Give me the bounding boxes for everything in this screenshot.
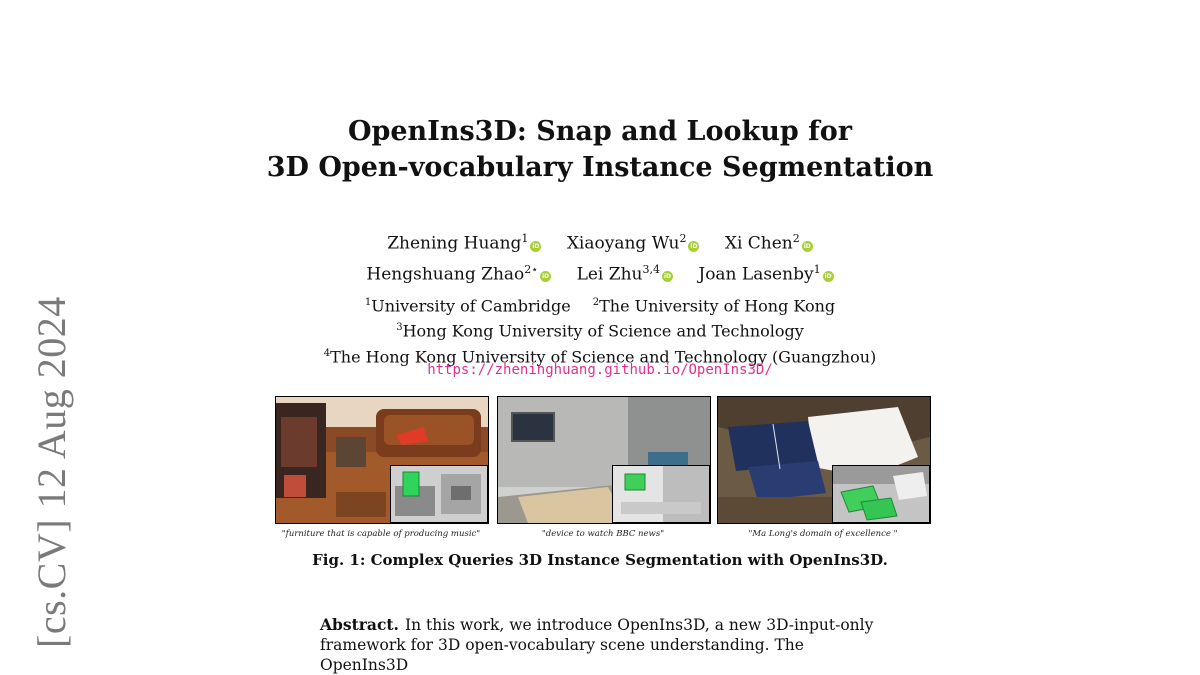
figure-query-2: "device to watch BBC news" — [541, 529, 665, 539]
paper-title — [0, 114, 1200, 186]
project-url-link[interactable]: https://zheninghuang.github.io/OpenIns3D/ — [427, 362, 773, 378]
segmentation-pointcloud-image — [391, 466, 487, 522]
figure-query-3: "Ma Long's domain of excellence " — [748, 529, 898, 539]
affiliations — [0, 292, 1200, 368]
author: Xi Chen$^2$iD — [724, 232, 811, 254]
affiliation-row-2: $^3$Hong Kong University of Science and Technology — [396, 321, 804, 341]
title-line-2: 3D Open-vocabulary Instance Segmentation — [266, 152, 934, 183]
figure-panel-pingpong — [717, 396, 931, 524]
title-line-1: OpenIns3D: Snap and Lookup for — [347, 116, 852, 147]
orcid-icon[interactable]: iD — [803, 242, 811, 250]
author: Lei Zhu$^{3,4}$iD — [576, 262, 671, 285]
author: Hengshuang Zhao$^{2⋆}$iD — [366, 262, 550, 285]
affiliation-cambridge: University of Cambridge — [371, 296, 571, 316]
arxiv-side-label: [cs.CV] 12 Aug 2024 — [29, 296, 74, 648]
affiliation-row-1: $^1$University of Cambridge $^2$The University of Hong Kong — [364, 296, 836, 316]
figure-inset-tv — [612, 465, 710, 523]
abstract-text: In this work, we introduce OpenIns3D, a new 3D-input-only framework for 3D open-vocabulary scene understanding. The OpenIns3D — [320, 616, 874, 674]
affiliation-hkust-gz: The Hong Kong University of Science and Technology (Guangzhou) — [330, 346, 877, 366]
orcid-icon[interactable]: iD — [663, 273, 671, 281]
affiliation-row-3: $^4$The Hong Kong University of Science and Technology (Guangzhou) — [323, 346, 877, 366]
abstract-label: Abstract. — [320, 615, 399, 634]
affiliation-hku: The University of Hong Kong — [599, 296, 836, 316]
figure-inset-pingpong — [832, 465, 930, 523]
abstract — [320, 615, 890, 675]
segmentation-pointcloud-image — [613, 466, 709, 522]
affiliation-hkust: Hong Kong University of Science and Technology — [402, 321, 804, 341]
author-row-1 — [0, 226, 1200, 257]
figure-query-1: "furniture that is capable of producing music" — [281, 529, 481, 539]
author-row-2 — [0, 257, 1200, 288]
orcid-icon[interactable]: iD — [532, 242, 540, 250]
segmentation-pointcloud-image — [833, 466, 929, 522]
orcid-icon[interactable]: iD — [542, 273, 550, 281]
figure-caption: Fig. 1: Complex Queries 3D Instance Segmentation with OpenIns3D. — [312, 551, 888, 569]
author: Joan Lasenby$^1$iD — [698, 262, 832, 285]
figure-panel-piano — [275, 396, 489, 524]
orcid-icon[interactable]: iD — [690, 242, 698, 250]
author: Xiaoyang Wu$^2$iD — [566, 232, 698, 254]
author: Zhening Huang$^1$iD — [387, 232, 540, 254]
figure-1 — [275, 396, 931, 526]
figure-inset-piano — [390, 465, 488, 523]
figure-panel-tv — [497, 396, 711, 524]
author-list — [0, 226, 1200, 287]
orcid-icon[interactable]: iD — [824, 273, 832, 281]
